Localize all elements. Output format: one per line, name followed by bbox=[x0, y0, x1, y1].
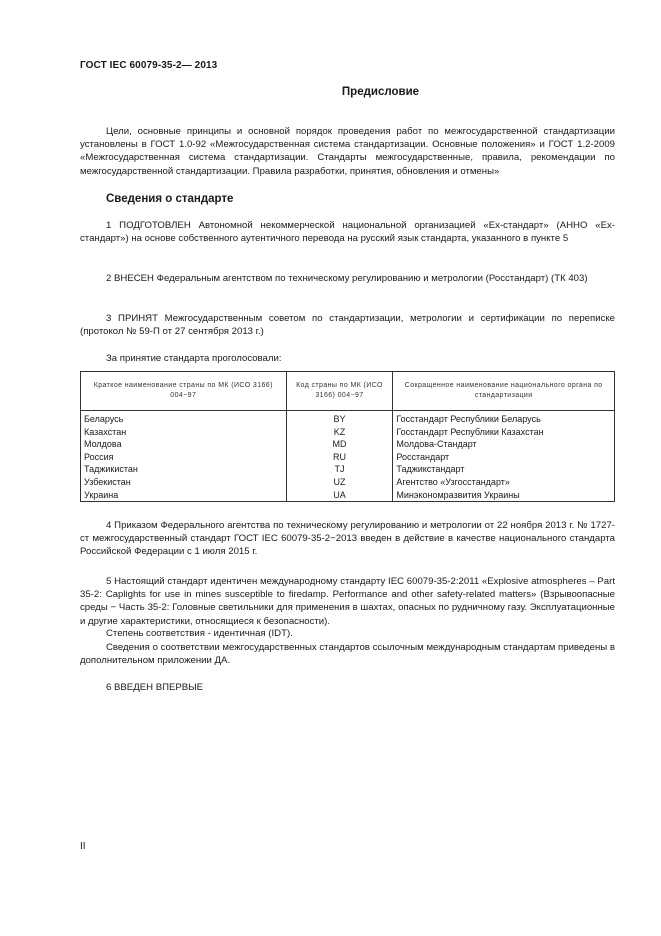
votes-table-header bbox=[81, 372, 615, 411]
standards-body: Агентство «Узгосстандарт» bbox=[393, 476, 615, 489]
country-name: Россия bbox=[81, 451, 287, 464]
country-code: TJ bbox=[286, 463, 393, 476]
foreword-text: Цели, основные принципы и основной порядок проведения работ по межгосударственной стандартизации установлены в ГОСТ 1.0-92 «Межгосударственная система стандартизации. Основные положения» и ГОСТ 1.2-2009 «Межгосударственная система стандартизации. Стандарты межгосударственные, правила, рекомендации по межгосударственной стандартизации. Правила разработки, принятия, обновления и отмены» bbox=[80, 126, 615, 177]
standards-body: Госстандарт Республики Казахстан bbox=[393, 426, 615, 439]
header-country-name: Краткое наименование страны по МК (ИСО 3166) 004−97 bbox=[81, 372, 287, 411]
info-paragraph-3: 3 ПРИНЯТ Межгосударственным советом по стандартизации, метрологии и сертификации по переписке (протокол № 59-П от 27 сентября 2013 г.) bbox=[80, 313, 615, 338]
page-number: II bbox=[80, 841, 86, 852]
country-code: UZ bbox=[286, 476, 393, 489]
country-name: Беларусь bbox=[81, 411, 287, 426]
standards-body: Молдова-Стандарт bbox=[393, 438, 615, 451]
country-name: Узбекистан bbox=[81, 476, 287, 489]
country-name: Казахстан bbox=[81, 426, 287, 439]
info-paragraph-1: 1 ПОДГОТОВЛЕН Автономной некоммерческой национальной организацией «Ех-стандарт» (АННО «Ех-стандарт») на основе собственного аутентичного перевода на русский язык стандарта, указанного в пункте 5 bbox=[80, 220, 615, 245]
references-note: Сведения о соответствии межгосударственных стандартов ссылочным международным стандартам приведены в дополнительном приложении ДА. bbox=[80, 642, 615, 667]
table-row bbox=[81, 438, 615, 451]
country-code: BY bbox=[286, 411, 393, 426]
table-row bbox=[81, 426, 615, 439]
standards-body: Госстандарт Республики Беларусь bbox=[393, 411, 615, 426]
table-row bbox=[81, 411, 615, 426]
header-standards-body: Сокращенное наименование национального органа по стандартизации bbox=[393, 372, 615, 411]
country-code: KZ bbox=[286, 426, 393, 439]
page-header-standard-id: ГОСТ IEC 60079-35-2— 2013 bbox=[80, 60, 218, 71]
table-row bbox=[81, 476, 615, 489]
country-name: Таджикистан bbox=[81, 463, 287, 476]
standards-body: Таджикстандарт bbox=[393, 463, 615, 476]
table-row bbox=[81, 463, 615, 476]
country-code: UA bbox=[286, 489, 393, 502]
info-paragraph-2: 2 ВНЕСЕН Федеральным агентством по техническому регулированию и метрологии (Росстандарт) (ТК 403) bbox=[106, 273, 588, 284]
foreword-title: Предисловие bbox=[341, 86, 420, 98]
country-name: Украина bbox=[81, 489, 287, 502]
info-paragraph-4: 4 Приказом Федерального агентства по техническому регулированию и метрологии от 22 ноября 2013 г. № 1727-ст межгосударственный стандарт ГОСТ IEC 60079-35-2−2013 введен в действие в качестве национального стандарта Российской Федерации с 1 июля 2015 г. bbox=[80, 520, 615, 558]
table-row bbox=[81, 451, 615, 464]
header-country-code: Код страны по МК (ИСО 3166) 004−97 bbox=[286, 372, 393, 411]
info-paragraph-6: 6 ВВЕДЕН ВПЕРВЫЕ bbox=[106, 682, 204, 693]
votes-table bbox=[80, 371, 615, 502]
compliance-degree: Степень соответствия - идентичная (IDT). bbox=[106, 628, 293, 639]
country-code: RU bbox=[286, 451, 393, 464]
info-paragraph-5: 5 Настоящий стандарт идентичен международному стандарту IEC 60079-35-2:2011 «Explosive atmospheres – Part 35-2: Caplights for use in mines susceptible to firedamp. Performance and other safety-related matters» (Взрывоопасные среды − Часть 35-2: Головные светильники для применения в шахтах, опасных по рудничному газу. Эксплуатационные и другие характеристики, относящиеся к безопасности). bbox=[80, 576, 615, 627]
votes-intro: За принятие стандарта проголосовали: bbox=[106, 353, 282, 364]
country-name: Молдова bbox=[81, 438, 287, 451]
country-code: MD bbox=[286, 438, 393, 451]
table-row bbox=[81, 489, 615, 502]
standards-body: Росстандарт bbox=[393, 451, 615, 464]
standards-body: Минэкономразвития Украины bbox=[393, 489, 615, 502]
standard-info-title: Сведения о стандарте bbox=[106, 193, 234, 205]
